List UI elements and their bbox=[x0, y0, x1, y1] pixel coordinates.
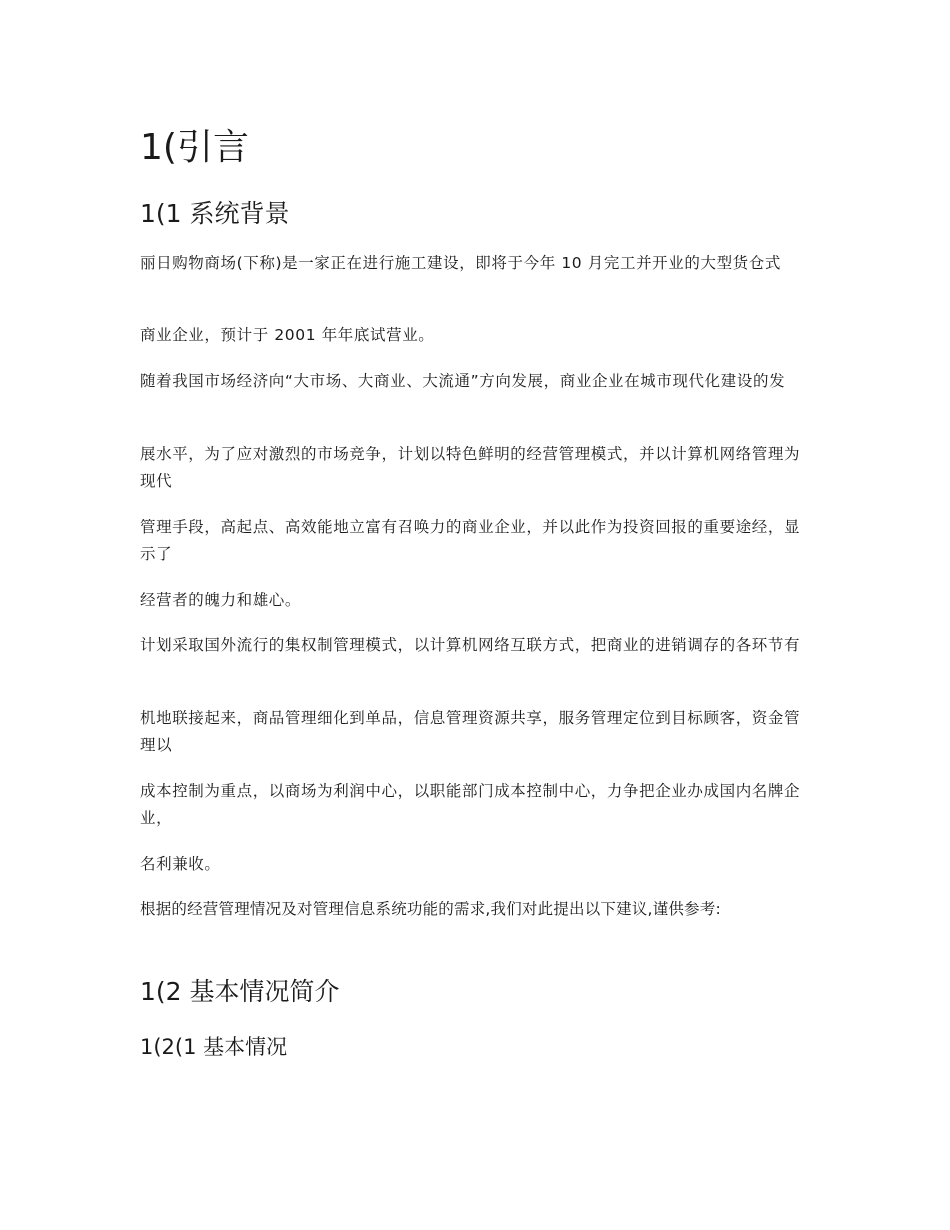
paragraph: 随着我国市场经济向“大市场、大商业、大流通”方向发展，商业企业在城市现代化建设的发 bbox=[140, 372, 786, 390]
section-heading-system-background: 1(1 系统背景 bbox=[140, 199, 290, 228]
paragraph: 丽日购物商场(下称)是一家正在进行施工建设，即将于今年 10 月完工并开业的大型货仓式 bbox=[140, 254, 781, 272]
section-heading-basic-overview: 1(2 基本情况简介 bbox=[140, 977, 340, 1006]
paragraph: 展水平，为了应对激烈的市场竞争，计划以特色鲜明的经营管理模式，并以计算机网络管理为现代 bbox=[140, 445, 801, 490]
chapter-heading: 1(引言 bbox=[140, 127, 249, 168]
paragraph: 计划采取国外流行的集权制管理模式，以计算机网络互联方式，把商业的进销调存的各环节有 bbox=[140, 636, 801, 654]
paragraph: 商业企业，预计于 2001 年年底试营业。 bbox=[140, 326, 435, 344]
paragraph: 成本控制为重点，以商场为利润中心，以职能部门成本控制中心，力争把企业办成国内名牌企业， bbox=[140, 782, 801, 827]
paragraph: 管理手段，高起点、高效能地立富有召唤力的商业企业，并以此作为投资回报的重要途经，显示了 bbox=[140, 518, 801, 563]
paragraph: 机地联接起来，商品管理细化到单品，信息管理资源共享，服务管理定位到目标顾客，资金管理以 bbox=[140, 709, 801, 754]
paragraph: 经营者的魄力和雄心。 bbox=[140, 591, 302, 609]
paragraph: 根据的经营管理情况及对管理信息系统功能的需求,我们对此提出以下建议,谨供参考: bbox=[140, 900, 721, 918]
subsection-heading-basic-situation: 1(2(1 基本情况 bbox=[140, 1035, 288, 1059]
paragraph: 名利兼收。 bbox=[140, 855, 221, 873]
